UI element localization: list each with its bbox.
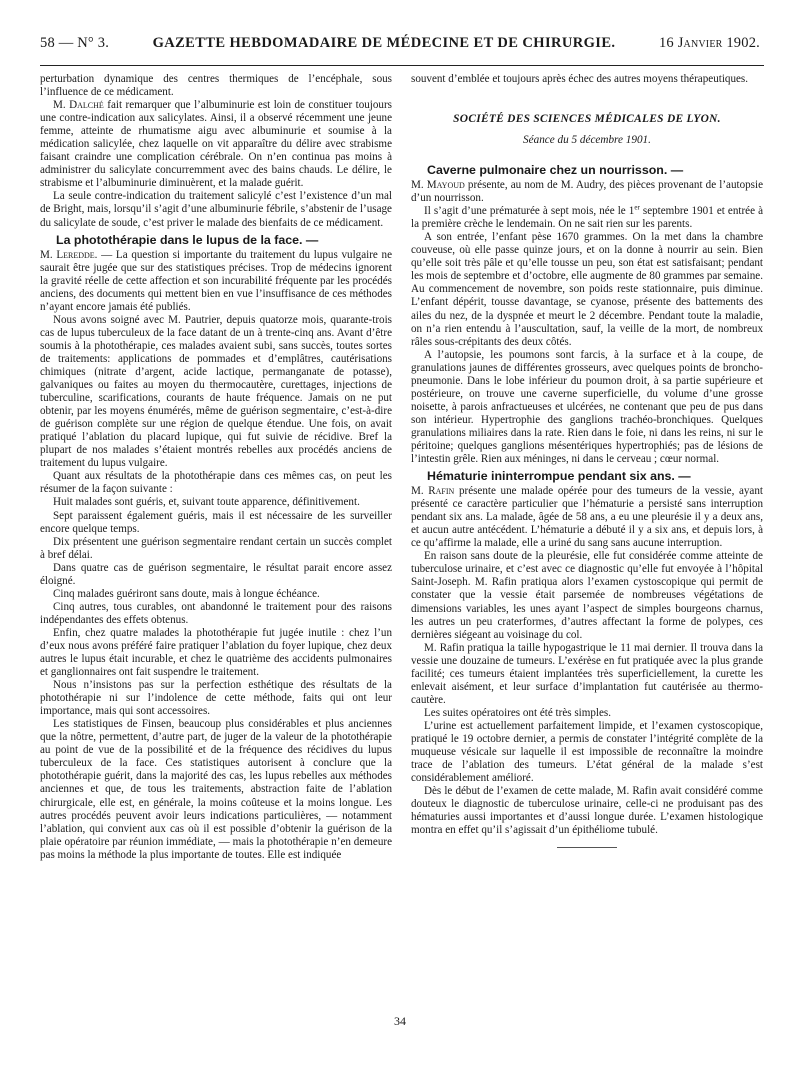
paragraph: Quant aux résultats de la photothérapie dans ces mêmes cas, on peut les résumer de la façon suivante : [40,470,392,496]
author-name: M. Rafin [411,485,455,498]
author-name: M. Dalché [53,99,104,112]
date-day: 16 [658,35,674,51]
paragraph: souvent d’emblée et toujours après échec des autres moyens thérapeutiques. [411,73,749,85]
paragraph-text: présente une malade opérée pour des tumeurs de la vessie, ayant présenté ce caractère particulier que l’hématurie a persisté sans interruption pendant six ans. La malade, âgée de 58 ans, a eu une pleurésie il y a deux ans, et aucun autre antécédent. L’hématurie a débuté il y a six ans, et depuis lors, à ce qu’affirme la malade, elle a uriné du sang sans aucune interruption. [411,485,763,550]
paragraph: Nous avons soigné avec M. Pautrier, depuis quatorze mois, quarante-trois cas de lupus tuberculeux de la face datant de un à trente-cinq ans. Avant d’être soumis à la photothérapie, ces malades avaient subi, sans succès, toutes sortes de traitements: applications de pommades et d’emplâtres, cautérisations chimiques (nitrate d’argent, acide lactique, permanganate de potasse), galvaniques ou faites au moyen du thermocautère, curettages, injections de tuberculine, scarifications, courants de haute fréquence. Jamais on ne put obtenir, par les moyens énumérés, même de guérison segmentaire, c’est-à-dire de guérison complète sur une région de quelque étendue. Une fois, on avait pratiqué l’ablation du placard lupique, qui fut suivie de récidive. Bref la plupart de nos malades s’étaient montrés rebelles aux procédés anciens de traitement du lupus vulgaire. [40,313,392,470]
paragraph: En raison sans doute de la pleurésie, elle fut considérée comme atteinte de tuberculose urinaire, et c’est avec ce diagnostic qu’elle fut envoyée à l’hôpital Saint-Joseph. M. Rafin pratiqua alors l’examen cystoscopique qui permit de constater que la vessie était parsemée de nombreuses végétations de dimensions variables, les unes ayant l’aspect de simples bourgeons charnus, les autres un peu craterformes, d’autres affectant la forme de polypes, ces dernières siégeant au voisinage du col. [411,550,763,641]
society-heading: SOCIÉTÉ DES SCIENCES MÉDICALES DE LYON. [453,113,721,126]
left-column [40,73,392,862]
page-number: 34 [394,1014,406,1028]
date-month: Janvier [677,35,723,51]
paragraph-text: septembre 1901 et entrée à la première crèche le lendemain. On ne sait rien sur les parents. [411,205,763,231]
section-title: Hématurie ininterrompue pendant six ans. — [427,469,691,484]
paragraph: Les statistiques de Finsen, beaucoup plus considérables et plus anciennes que la nôtre, permettent, d’autre part, de juger de la valeur de la photothérapie au point de vue de la possibilité et de la fréquence des récidives du lupus tuberculeux de la face. Ces statistiques autorisent à conclure que la photothérapie guérit, dans la majorité des cas, les lupus rebelles aux méthodes anciennes et que, de tous les traitements, abstraction faite de l’ablation chirurgicale, elle est, en générale, la moins coûteuse et la moins longue. Les autres procédés peuvent avoir leurs indications particulières, — notamment l’ablation, qui convient aux cas où il est possible d’obtenir la guérison de la plaie opératoire par réunion immédiate, — mais la photothérapie n’en demeure pas moins la méthode la plus importante de toutes. Elle est indiquée [40,718,392,861]
paragraph [411,179,763,205]
paragraph: La seule contre-indication du traitement salicylé c’est l’existence d’un mal de Bright, mais, lorsqu’il s’agit d’une albuminurie fébrile, s’abstenir de l’usage du salicylate de soude, c’est priver le malade des bienfaits de ce médicament. [40,190,392,229]
paragraph-text: Il s’agit d’une prématurée à sept mois, née le 1 [424,205,635,218]
date-year: 1902. [726,35,760,51]
paragraph: Dans quatre cas de guérison segmentaire, le résultat parait encore assez éloigné. [40,561,392,587]
paragraph: Enfin, chez quatre malades la photothérapie fut jugée inutile : chez l’un d’eux nous avons préféré faire pratiquer l’ablation du foyer lupique, chez deux autres le lupus était incurable, et chez le quatrième des accidents pulmonaires et ganglionnaires ont fait suspendre le traitement. [40,626,392,679]
paragraph-text: fait remarquer que l’albuminurie est loin de constituer toujours une contre-indication aux salicylates. Ainsi, il a observé récemment une jeune femme, atteinte de rhumatisme aigu avec albuminurie et soumise à la médication salicylée, chez laquelle on vit apparaître du délire avec strabisme faisant craindre une complication cérébrale. On n’en continua pas moins à administrer du salicylate concurremment avec des bains chauds. Le délire, le strabisme et l’albuminurie diminuèrent, et la malade guérit. [40,99,392,190]
paragraph [40,249,392,314]
paragraph: Dix présentent une guérison segmentaire rendant certain un succès complet à bref délai. [40,535,392,561]
superscript: er [634,203,640,212]
section-title: La photothérapie dans le lupus de la face. — [56,232,319,247]
paragraph-text: présente, au nom de M. Audry, des pièces provenant de l’autopsie d’un nourrisson. [411,179,763,205]
paragraph: Dès le début de l’examen de cette malade, M. Rafin avait considéré comme douteux le diagnostic de tuberculose urinaire, celle-ci ne produisant pas des hématuries aussi importantes et d’aussi longue durée. L’examen histologique montra en effet qu’il s’agissait d’un épithéliome tubulé. [411,785,763,837]
paragraph: M. Rafin pratiqua la taille hypogastrique le 11 mai dernier. Il trouva dans la vessie une douzaine de tumeurs. L’exérèse en fut pratiquée avec la plus grande facilité; ces tumeurs étaient implantées très superficiellement, la curette les enlevait aisément, et leur surface d’implantation fut cautérisée au thermo-cautère. [411,641,763,706]
paragraph: A son entrée, l’enfant pèse 1670 grammes. On la met dans la chambre couveuse, où elle passe quinze jours, et on la donne à nourrir au sein. Bien qu’elle soit très pâle et qu’elle tousse un peu, son état est satisfaisant; pendant les mois de septembre et d’octobre, elle augmente de 80 grammes par semaine. Au commencement de novembre, son poids reste stationnaire, puis diminue. L’enfant dépérit, tousse davantage, se cyanose, présente des battements des ailes du nez, de la dyspnée et meurt le 2 décembre. Pendant toute la maladie, on n’a rien entendu à l’auscultation, sauf, la veille de la mort, de nombreux râles sous-crépitants des deux côtés. [411,231,763,348]
paragraph: Huit malades sont guéris, et, suivant toute apparence, définitivement. [53,496,360,509]
header-rule [40,65,764,66]
paragraph [411,485,763,550]
paragraph [40,99,392,190]
section-separator [557,847,617,848]
paragraph: Les suites opératoires ont été très simples. [424,706,612,719]
paragraph: Nous n’insistons pas sur la perfection esthétique des résultats de la photothérapie ni sur l’indolence de cette méthode, faits qui ont leur importance, mais qui sont accessoires. [40,679,392,718]
author-name: M. Mayoud [411,179,465,192]
paragraph: Sept paraissent également guéris, mais il est nécessaire de les surveiller encore quelque temps. [40,509,392,535]
paragraph-text: — La question si importante du traitement du lupus vulgaire ne saurait être jugée que sur des statistiques précises. Trop de médecins ignorent la gravité réelle de cette affection et son incurabilité fréquente par les procédés anciens, des documents qui mettent bien en vue l’insuffisance de ces méthodes n’ayant encore jamais été publiés. [40,248,392,313]
session-date: Séance du 5 décembre 1901. [523,134,651,147]
paragraph: Cinq malades guériront sans doute, mais à longue échéance. [53,587,320,600]
paragraph: L’urine est actuellement parfaitement limpide, et l’examen cystoscopique, pratiqué le 19 octobre dernier, a permis de constater l’intégrité complète de la muqueuse vésicale sur laquelle il est impossible de reconnaître la moindre trace de l’ablation des tumeurs. L’état général de la malade s’est considérablement amélioré. [411,719,763,785]
author-name: M. Leredde. [40,248,98,261]
issue-date [659,35,760,52]
paragraph [411,205,763,231]
page-reference: 58 — N° 3. [40,35,110,51]
paragraph: perturbation dynamique des centres thermiques de l’encéphale, sous l’influence de ce médicament. [40,73,392,99]
paragraph: Cinq autres, tous curables, ont abandonné le traitement pour des raisons indépendantes des effets obtenus. [40,600,392,626]
running-header [40,35,760,57]
right-column [411,73,763,854]
paragraph: A l’autopsie, les poumons sont farcis, à la surface et à la coupe, de granulations jaunes de différentes grosseurs, avec quelques points de broncho-pneumonie. Dans le lobe inférieur du poumon droit, à sa partie supérieure et postérieure, on trouve une caverne superficielle, du volume d’une grosse noisette, à parois anfractueuses et ulcérées, ne contenant que peu de pus dans son intérieur. Hypertrophie des ganglions trachéo-bronchiques. Quelques granulations miliaires dans la rate. Rien dans le foie, ni dans les reins, ni sur le péritoine; quelques ganglions mésentériques hypertrophiés; pas de lésions de l’intestin grêle. Rien aux méninges, ni dans le cerveau ; cœur normal. [411,348,763,466]
section-title: Caverne pulmonaire chez un nourrisson. — [427,163,684,178]
journal-title: GAZETTE HEBDOMADAIRE DE MÉDECINE ET DE CHIRURGIE. [152,35,616,51]
